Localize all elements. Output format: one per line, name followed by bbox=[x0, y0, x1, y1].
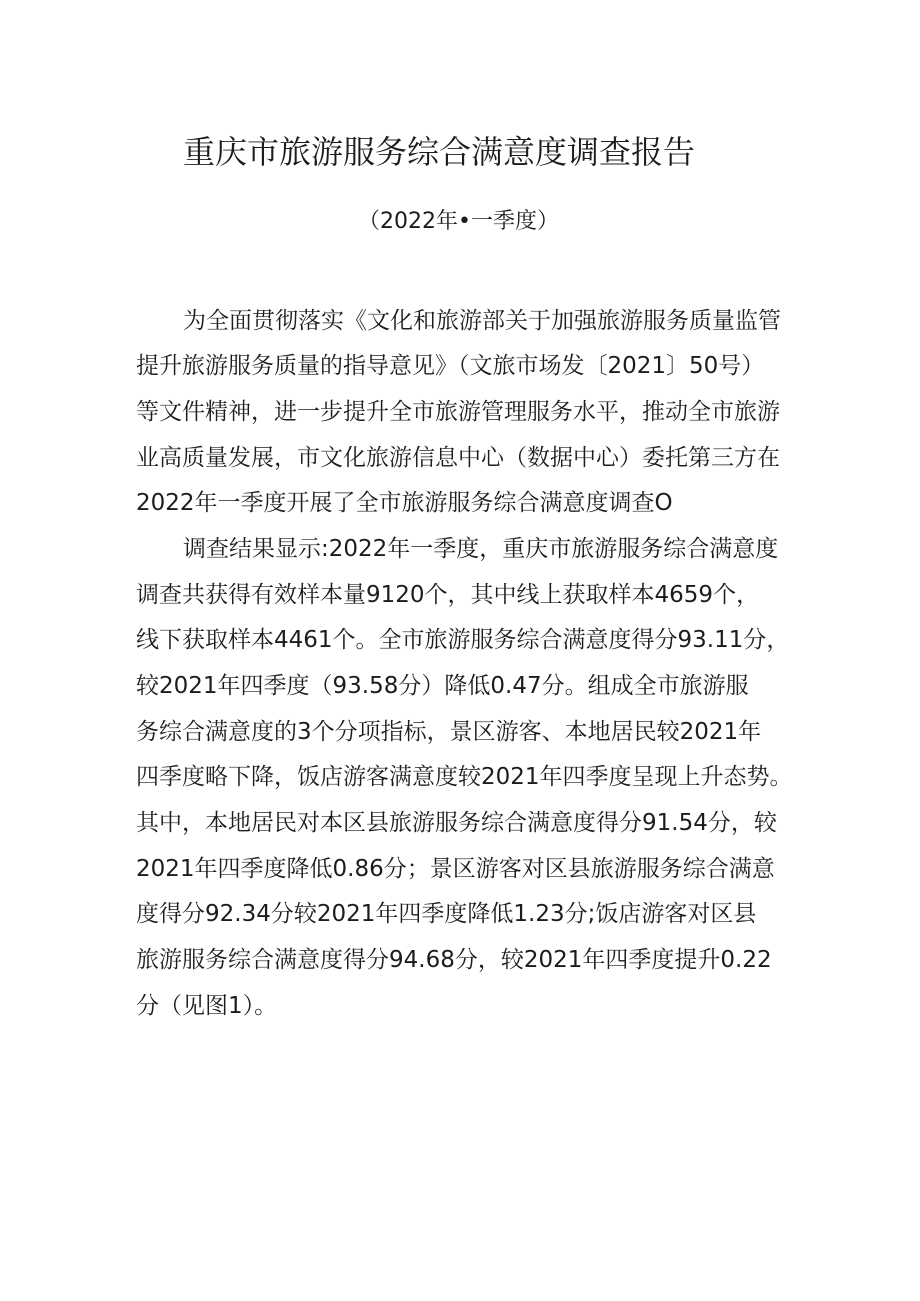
paragraph2-line: 线下获取样本4461个。全市旅游服务综合满意度得分93.11分， bbox=[136, 627, 790, 653]
paragraph1-line: 等文件精神，进一步提升全市旅游管理服务水平，推动全市旅游 bbox=[136, 399, 780, 425]
paragraph2-line: 务综合满意度的3个分项指标，景区游客、本地居民较2021年 bbox=[136, 719, 762, 745]
paragraph2-line: 其中，本地居民对本区县旅游服务综合满意度得分91.54分，较 bbox=[136, 810, 777, 836]
paragraph1-line: 2022年一季度开展了全市旅游服务综合满意度调查O bbox=[136, 490, 673, 516]
document-subtitle: （2022年•一季度） bbox=[358, 209, 559, 234]
document-title: 重庆市旅游服务综合满意度调查报告 bbox=[183, 133, 696, 171]
paragraph2-line: 分（见图1）。 bbox=[136, 993, 278, 1019]
paragraph2-line: 较2021年四季度（93.58分）降低0.47分。组成全市旅游服 bbox=[136, 673, 749, 699]
paragraph1-line: 提升旅游服务质量的指导意见》（文旅市场发〔2021〕50号） bbox=[136, 353, 765, 379]
paragraph2-line: 度得分92.34分较2021年四季度降低1.23分;饭店游客对区县 bbox=[136, 901, 757, 927]
paragraph1-line: 业高质量发展，市文化旅游信息中心（数据中心）委托第三方在 bbox=[136, 445, 780, 471]
paragraph2-line: 旅游服务综合满意度得分94.68分，较2021年四季度提升0.22 bbox=[136, 947, 772, 973]
paragraph2-line: 2021年四季度降低0.86分；景区游客对区县旅游服务综合满意 bbox=[136, 856, 775, 882]
paragraph2-line: 调查结果显示:2022年一季度，重庆市旅游服务综合满意度 bbox=[183, 536, 779, 562]
paragraph2-line: 四季度略下降，饭店游客满意度较2021年四季度呈现上升态势。 bbox=[136, 764, 793, 790]
paragraph2-line: 调查共获得有效样本量9120个，其中线上获取样本4659个， bbox=[136, 582, 760, 608]
paragraph1-line: 为全面贯彻落实《文化和旅游部关于加强旅游服务质量监管 bbox=[183, 308, 781, 334]
